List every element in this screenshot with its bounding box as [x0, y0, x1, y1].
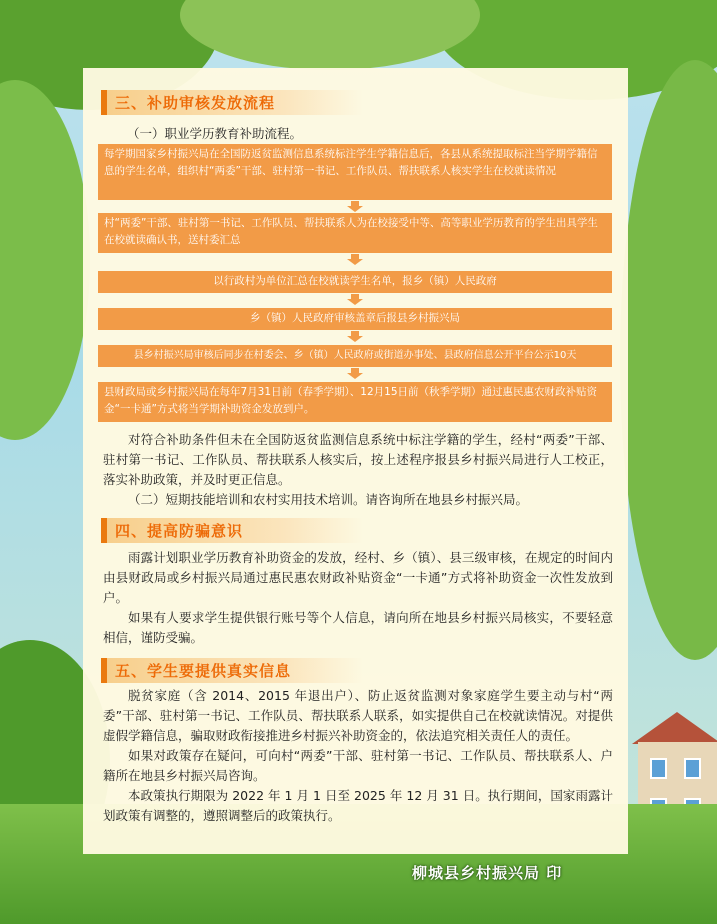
section-5-title: 五、学生要提供真实信息	[115, 662, 292, 680]
notice-panel	[83, 68, 628, 854]
paragraph-fund-distribution: 雨露计划职业学历教育补助资金的发放，经村、乡（镇）、县三级审核，在规定的时间内由县财政局或乡村振兴局通过惠民惠农财政补贴资金“一卡通”方式将补助资金一次性发放到户。	[103, 550, 613, 605]
flow-arrow	[347, 368, 363, 379]
section-marker	[101, 90, 107, 115]
paragraph-validity: 本政策执行期限为 2022 年 1 月 1 日至 2025 年 12 月 31 日。执行期间，国家雨露计划政策有调整的，遵照调整后的政策执行。	[103, 788, 613, 823]
flow-arrow	[347, 254, 363, 265]
flow-step-5: 县乡村振兴局审核后同步在村委会、乡（镇）人民政府或街道办事处、县政府信息公开平台公示10天	[98, 345, 612, 367]
flow-arrow	[347, 294, 363, 305]
section-5-header	[101, 658, 363, 683]
flow-arrow	[347, 331, 363, 342]
flow-step-4: 乡（镇）人民政府审核盖章后报县乡村振兴局	[98, 308, 612, 330]
section-5-body	[103, 686, 613, 826]
house-window	[684, 758, 701, 779]
house-roof	[632, 712, 717, 744]
paragraph-manual-correction: 对符合补助条件但未在全国防返贫监测信息系统中标注学籍的学生，经村“两委”干部、驻村第一书记、工作队员、帮扶联系人核实后，按上述程序报县乡村振兴局进行人工校正，落实补助政策，并及时更正信息。	[103, 432, 613, 487]
section-3-subtitle: （一）职业学历教育补助流程。	[127, 126, 303, 141]
flow-step-2: 村“两委”干部、驻村第一书记、工作队员、帮扶联系人为在校接受中等、高等职业学历教育的学生出具学生在校就读确认书，送村委汇总	[98, 213, 612, 253]
paragraph-fraud-warning: 如果有人要求学生提供银行账号等个人信息，请向所在地县乡村振兴局核实，不要轻意相信，谨防受骗。	[103, 610, 613, 645]
section-3-header	[101, 90, 363, 115]
paragraph-true-info: 脱贫家庭（含 2014、2015 年退出户）、防止返贫监测对象家庭学生要主动与村“两委”干部、驻村第一书记、工作队员、帮扶联系人联系，如实提供自己在校就读情况。对提供虚假学籍信息，骗取财政衔接推进乡村振兴补助资金的，依法追究相关责任人的责任。	[103, 688, 613, 743]
section-3-title: 三、补助审核发放流程	[115, 94, 276, 112]
section-3-body	[103, 430, 613, 510]
section-4-body	[103, 548, 613, 648]
issuer-signature: 柳城县乡村振兴局 印	[412, 864, 563, 882]
flow-step-3: 以行政村为单位汇总在校就读学生名单，报乡（镇）人民政府	[98, 271, 612, 293]
section-4-header	[101, 518, 363, 543]
flow-step-1: 每学期国家乡村振兴局在全国防返贫监测信息系统标注学生学籍信息后，各县从系统提取标注当学期学籍信息的学生名单，组织村“两委”干部、驻村第一书记、工作队员、帮扶联系人核实学生在校就读情况	[98, 144, 612, 200]
section-4-title: 四、提高防骗意识	[115, 522, 244, 540]
flow-arrow	[347, 201, 363, 212]
section-marker	[101, 518, 107, 543]
section-marker	[101, 658, 107, 683]
paragraph-short-training: （二）短期技能培训和农村实用技术培训。请咨询所在地县乡村振兴局。	[128, 492, 529, 507]
flow-step-6: 县财政局或乡村振兴局在每年7月31日前（春季学期）、12月15日前（秋季学期）通过惠民惠农财政补贴资金“一卡通”方式将当学期补助资金发放到户。	[98, 382, 612, 422]
house-window	[650, 758, 667, 779]
paragraph-inquiry: 如果对政策存在疑问，可向村“两委”干部、驻村第一书记、工作队员、帮扶联系人、户籍所在地县乡村振兴局咨询。	[103, 748, 613, 783]
